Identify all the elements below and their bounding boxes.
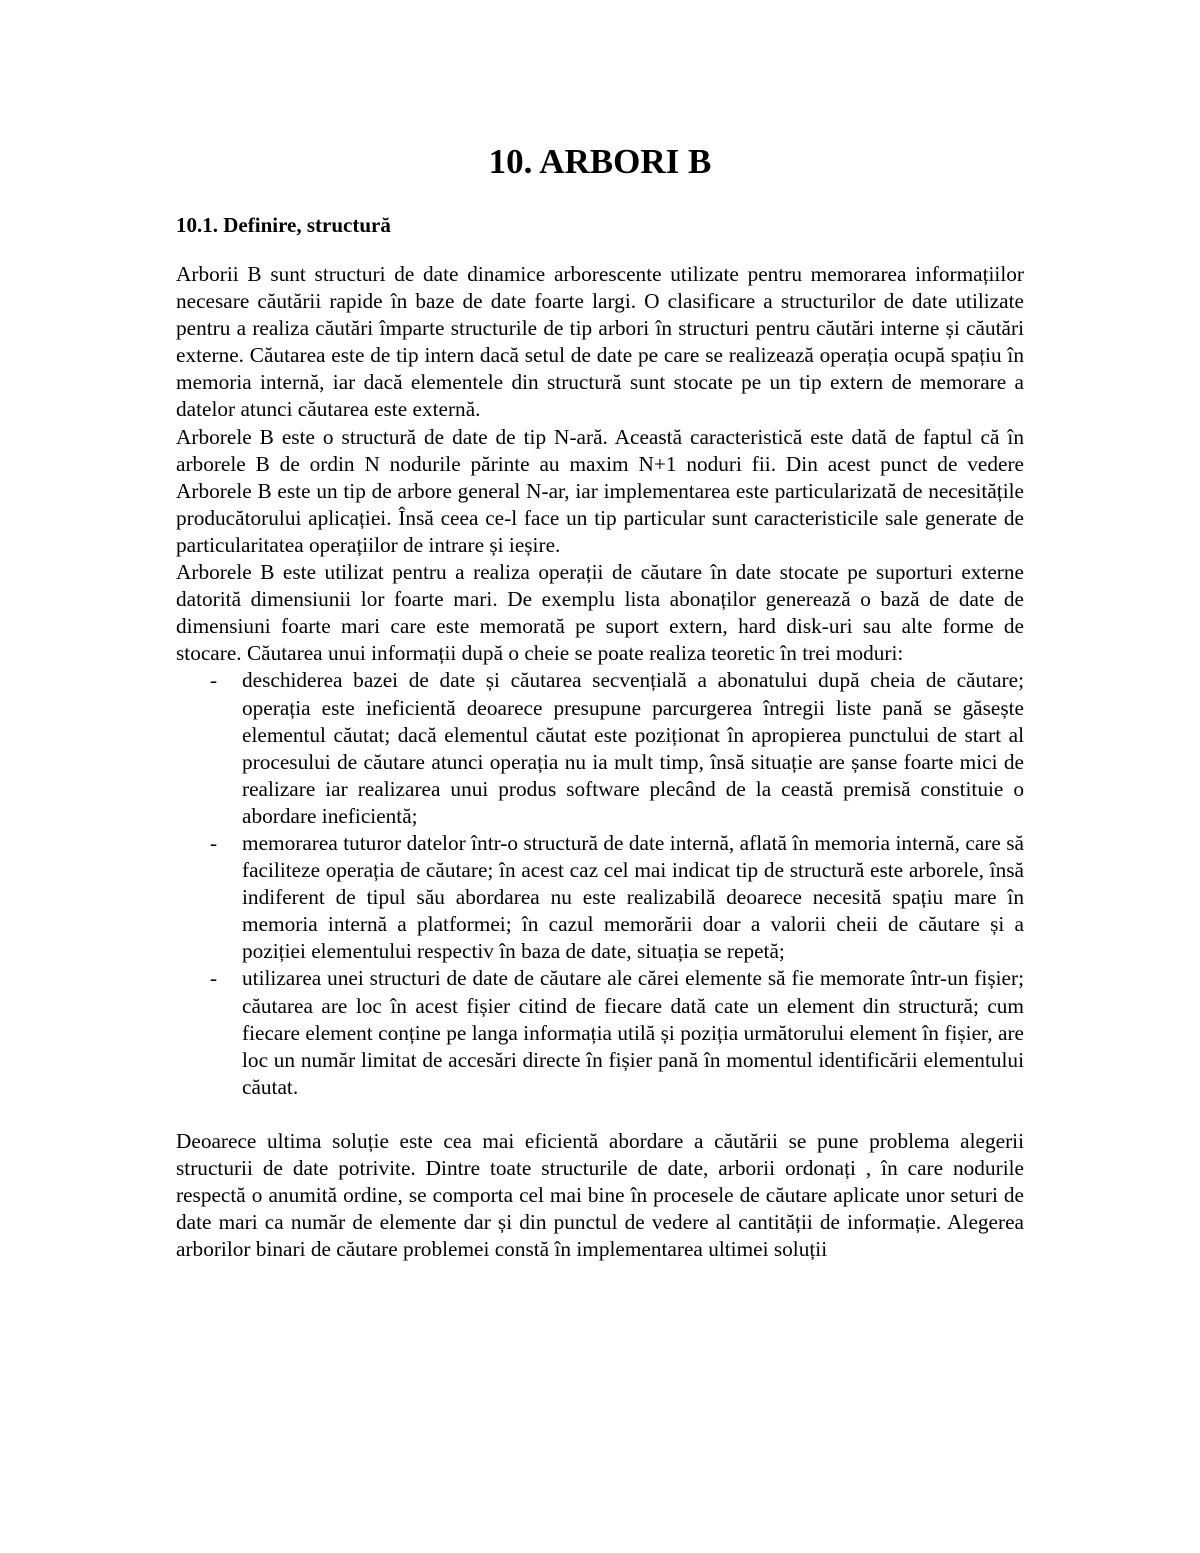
paragraph-intro-3: Arborele B este utilizat pentru a realiza operații de căutare în date stocate pe suporturi externe datorită dimensiunii lor foarte mari. De exemplu lista abonaților generează o bază de date de dimensiuni foarte mari care este memorată pe suport extern, hard disk-uri sau alte forme de stocare. Căutarea unui informații după o cheie se poate realiza teoretic în trei moduri: <box>176 560 1024 666</box>
bullet-dash: - <box>210 668 218 693</box>
document-body <box>176 261 1024 1263</box>
paragraph-intro-1: Arborii B sunt structuri de date dinamice arborescente utilizate pentru memorarea informațiilor necesare căutării rapide în baze de date foarte largi. O clasificare a structurilor de date utilizate pentru a realiza căutări împarte structurile de tip arbori în structuri pentru căutări interne și căutări externe. Căutarea este de tip intern dacă setul de date pe care se realizează operația ocupă spațiu în memoria internă, iar dacă elementele din structură sunt stocate pe un tip extern de memorare a datelor atunci căutarea este externă. <box>176 262 1024 422</box>
bullet-dash: - <box>210 966 218 991</box>
list-item <box>176 830 1024 965</box>
list-item-text: deschiderea bazei de date și căutarea secvențială a abonatului după cheia de căutare; operația este ineficientă deoarece presupune parcurgerea întregii liste pană se găsește elementul căutat; dacă elementul căutat este poziționat în apropierea punctului de start al procesului de căutare atunci operația nu ia mult timp, însă situație are șanse foarte mici de realizare iar realizarea unui produs software plecând de la ceastă premisă constituie o abordare ineficientă; <box>242 668 1024 828</box>
bullet-list <box>176 667 1024 1101</box>
list-item-text: utilizarea unei structuri de date de căutare ale cărei elemente să fie memorate într-un fișier; căutarea are loc în acest fișier citind de fiecare dată cate un element din structură; cum fiecare element conține pe langa informația utilă și poziția următorului element în fișier, are loc un număr limitat de accesări directe în fișier pană în momentul identificării elementului căutat. <box>242 966 1024 1099</box>
section-heading: 10.1. Definire, structură <box>176 213 391 237</box>
chapter-title: 10. ARBORI B <box>488 142 712 181</box>
list-item-text: memorarea tuturor datelor într-o structură de date internă, aflată în memoria internă, care să faciliteze operația de căutare; în acest caz cel mai indicat tip de structură este arborele, însă indiferent de tipul său abordarea nu este realizabilă deoarece necesită spațiu mare în memoria internă a platformei; în cazul memorării doar a valorii cheii de căutare și a poziției elementului respectiv în baza de date, situația se repetă; <box>242 830 1024 964</box>
list-item <box>176 965 1024 1100</box>
bullet-dash: - <box>210 830 218 855</box>
list-item <box>176 667 1024 830</box>
paragraph-closing: Deoarece ultima soluție este cea mai eficientă abordare a căutării se pune problema alegerii structurii de date potrivite. Dintre toate structurile de date, arborii ordonați , în care nodurile respectă o anumită ordine, se comporta cel mai bine în procesele de căutare aplicate unor seturi de date mari ca număr de elemente dar și din punctul de vedere al cantității de informație. Alegerea arborilor binari de căutare problemei constă în implementarea ultimei soluții <box>176 1128 1024 1262</box>
paragraph-intro-2: Arborele B este o structură de date de tip N-ară. Această caracteristică este dată de faptul că în arborele B de ordin N nodurile părinte au maxim N+1 noduri fii. Din acest punct de vedere Arborele B este un tip de arbore general N-ar, iar implementarea este particularizată de necesitățile producătorului aplicației. Însă ceea ce-l face un tip particular sunt caracteristicile sale generate de particularitatea operațiilor de intrare și ieșire. <box>176 424 1024 557</box>
paragraph-spacer <box>176 1101 1024 1128</box>
